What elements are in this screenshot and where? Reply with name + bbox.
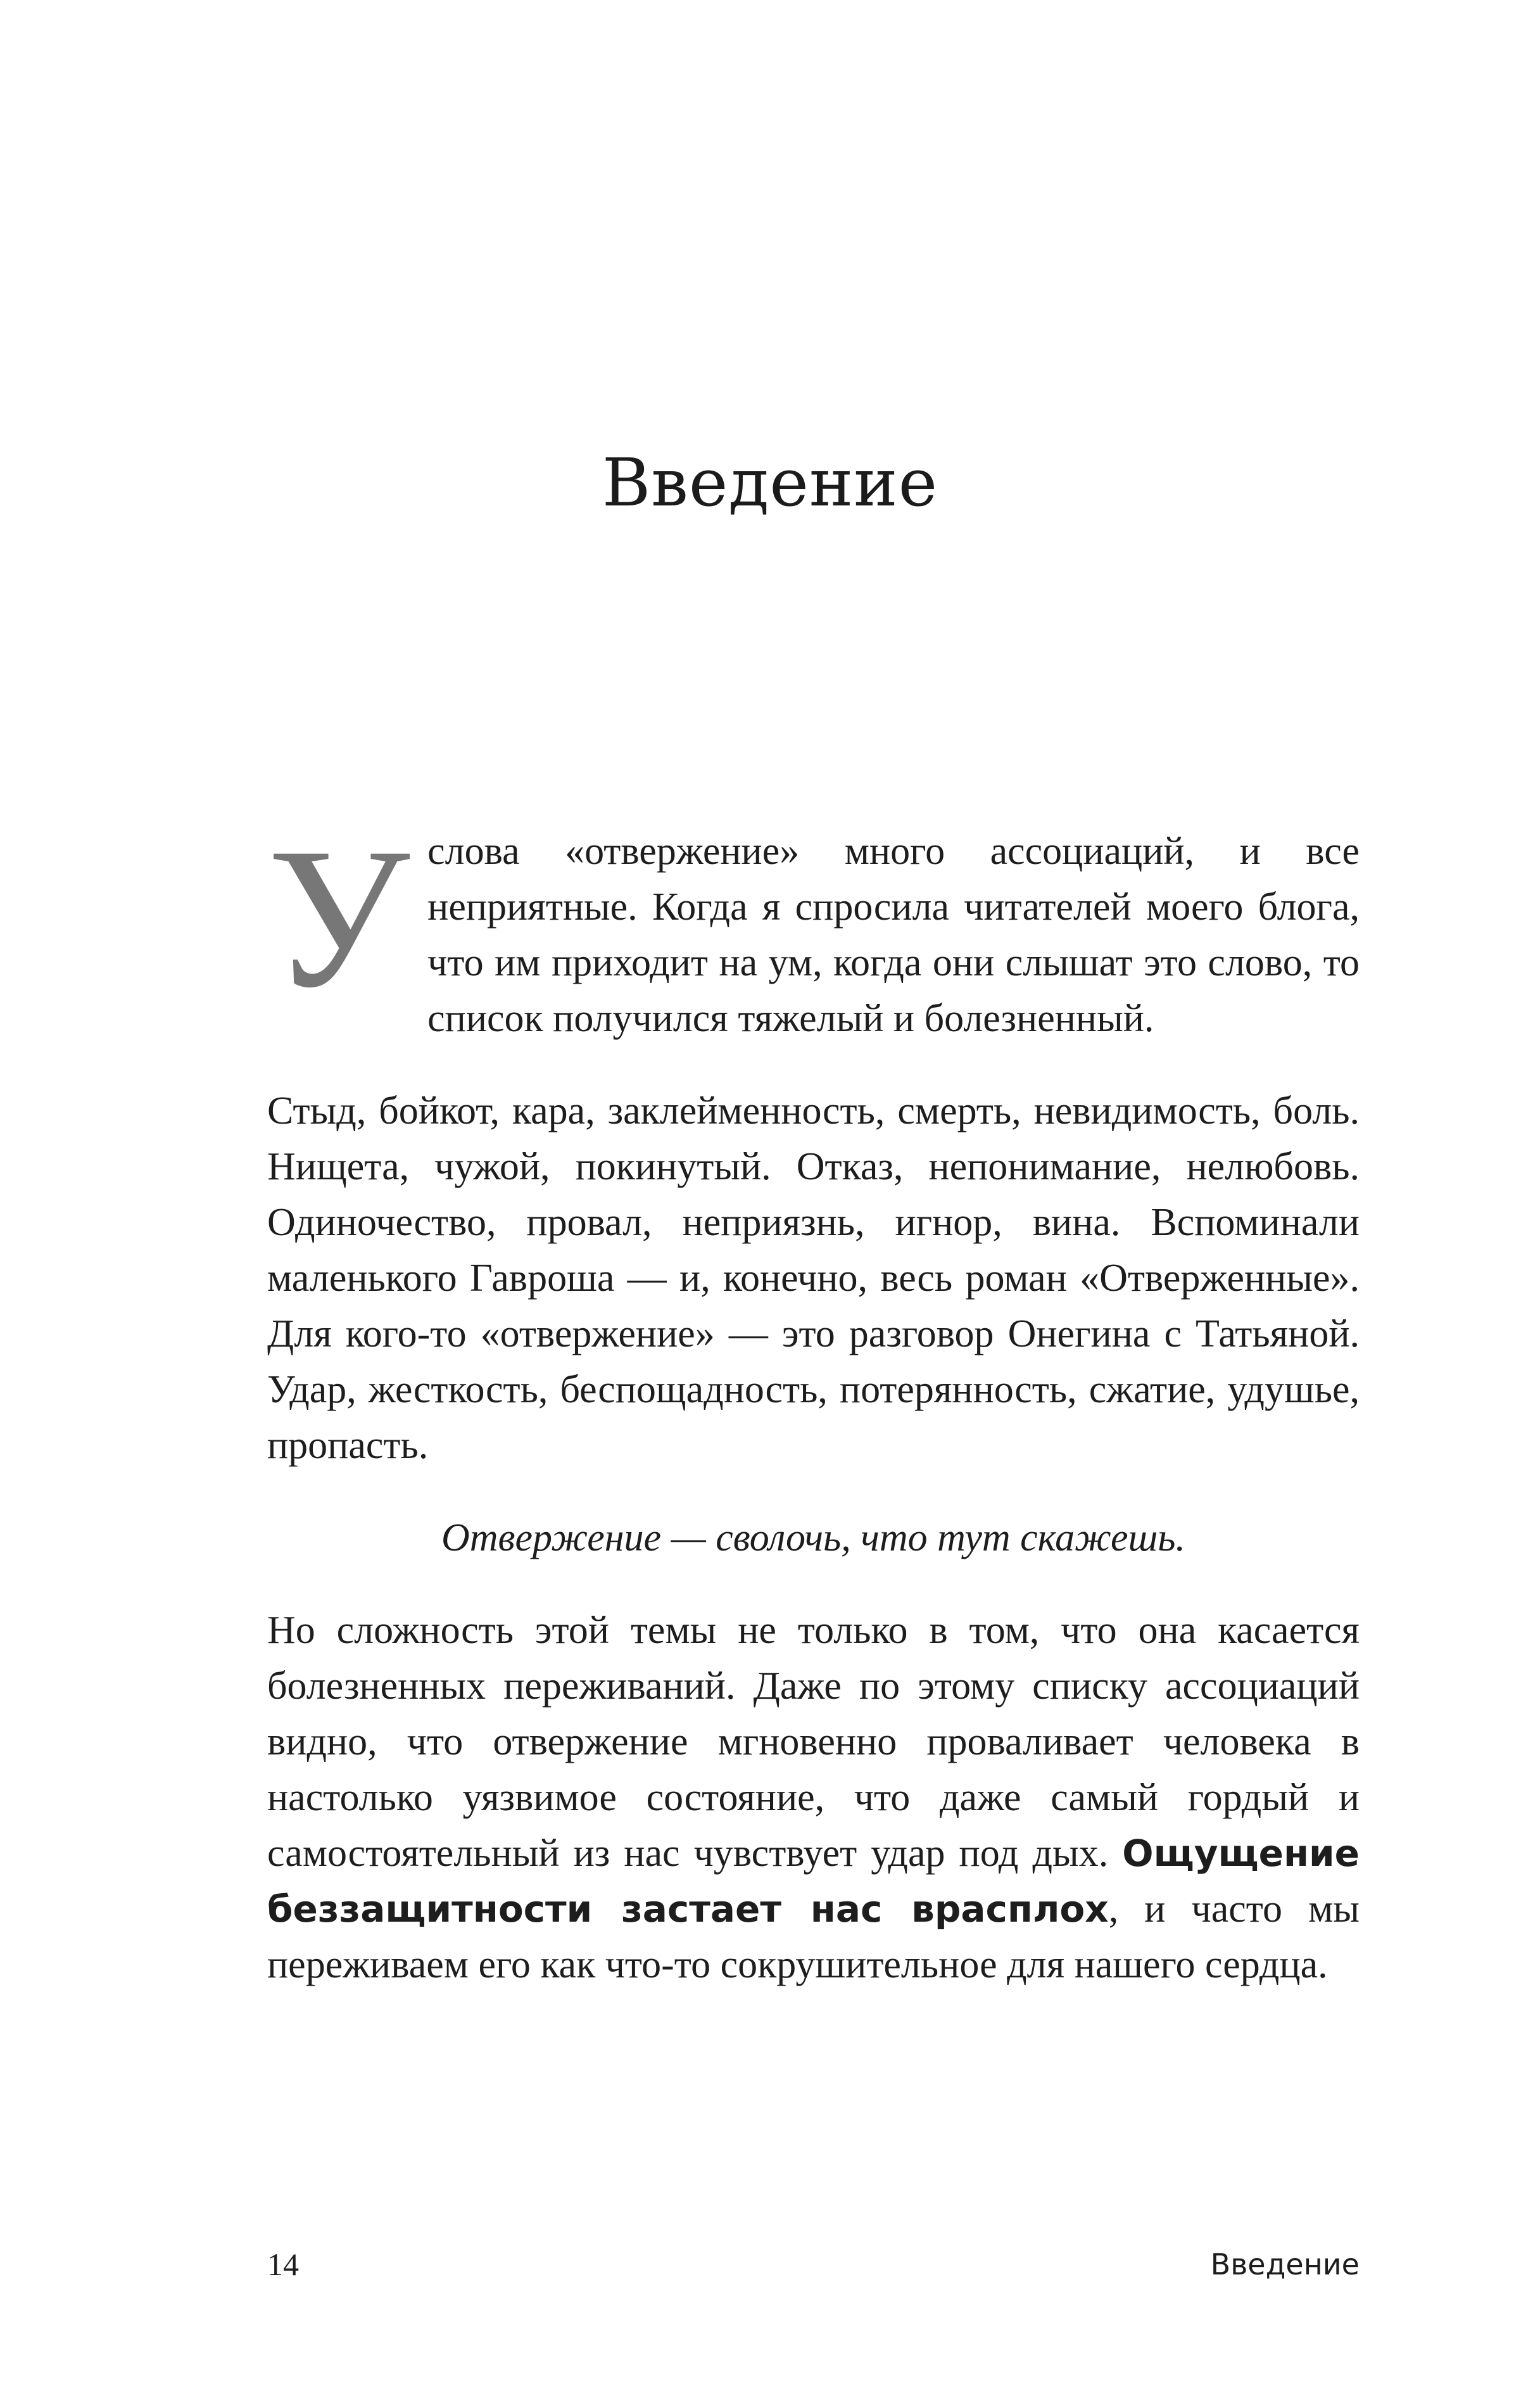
page-footer: [267, 2245, 1360, 2283]
page-number: 14: [267, 2247, 299, 2282]
italic-quote: Отвержение — сволочь, что тут скажешь.: [441, 1516, 1185, 1559]
paragraph-4-text-end: , и часто мы переживаем его как что-то сокрушительное для нашего сердца.: [267, 1887, 1360, 1986]
paragraph-1: [267, 806, 1360, 1046]
paragraph-2: Стыд, бойкот, кара, заклейменность, смерть, невидимость, боль. Нищета, чужой, покинутый. Отказ, непонимание, нелюбовь. Одиночество, провал, неприязнь, игнор, вина. Вспоминали маленького Гавроша — и, конечно, весь роман «Отверженные». Для кого-то «отвержение» — это разговор Онегина с Татьяной. Удар, жесткость, беспощадность, потерянность, сжатие, удушье, пропасть.: [267, 1089, 1360, 1467]
body-text: [267, 806, 1360, 2029]
paragraph-4-text-start: Но сложность этой темы не только в том, что она касается болезненных переживаний. Даже по этому списку ассоциаций видно, что отвержение мгновенно проваливает человека в настолько уязвимое состояние, что даже самый гордый и самостоятельный из нас чувствует удар под дых.: [267, 1609, 1360, 1875]
drop-cap: У: [267, 806, 410, 1029]
running-head: Введение: [1210, 2247, 1360, 2281]
paragraph-1-text: слова «отвержение» много ассоциаций, и все неприятные. Когда я спросила читателей моего блога, что им приходит на ум, когда они слышат это слово, то список получился тяжелый и болезненный.: [427, 830, 1360, 1040]
page-title: Введение: [602, 444, 938, 521]
bold-phrase: Ощущение беззащитности застает нас врасплох: [267, 1832, 1360, 1931]
paragraph-4: [267, 1602, 1360, 1993]
